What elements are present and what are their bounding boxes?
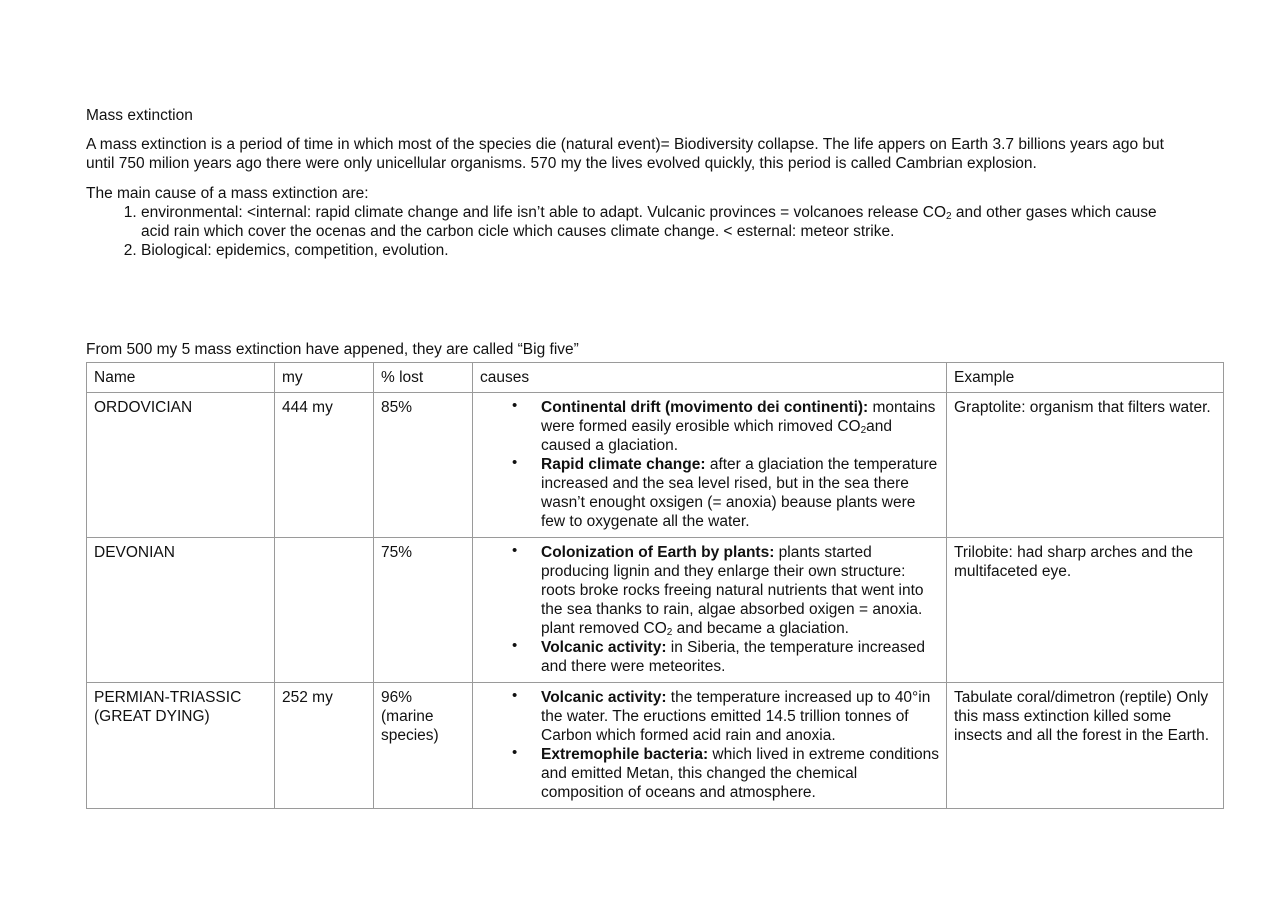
cell-causes	[473, 683, 947, 809]
table-caption: From 500 my 5 mass extinction have appened, they are called “Big five”	[86, 341, 579, 358]
cell-name: DEVONIAN	[87, 538, 275, 683]
cell-my	[275, 538, 374, 683]
cell-my: 444 my	[275, 393, 374, 538]
header-causes: causes	[473, 363, 947, 393]
cell-lost: 75%	[374, 538, 473, 683]
cell-name: ORDOVICIAN	[87, 393, 275, 538]
causes-list	[86, 203, 1171, 260]
big-five-table	[86, 362, 1224, 809]
table-header-row	[87, 363, 1224, 393]
table-row	[87, 393, 1224, 538]
list-item: • Volcanic activity: the temperature increased up to 40°in the water. The eructions emitted 14.5 trillion tonnes of Carbon which formed acid rain and anoxia.	[541, 688, 940, 745]
cause-environmental: 1. environmental: <internal: rapid climate change and life isn’t able to adapt. Vulcanic provinces = volcanoes release $CO_2$ and other gases which cause acid rain which cover the ocenas and the carbon cicle which causes climate change. < esternal: meteor strike.	[141, 203, 1171, 241]
causes-bullets	[480, 398, 940, 531]
cell-my: 252 my	[275, 683, 374, 809]
cell-causes	[473, 393, 947, 538]
intro-paragraph: A mass extinction is a period of time in which most of the species die (natural event)= Biodiversity collapse. The life appers on Earth 3.7 billions years ago but until 750 milion years ago there were only unicellular organisms. 570 my the lives evolved quickly, this period is called Cambrian explosion.	[86, 136, 1164, 172]
document-title: Mass extinction	[86, 107, 193, 124]
list-item: • Colonization of Earth by plants: plants started producing lignin and they enlarge their own structure: roots broke rocks freeing natural nutrients that went into the sea thanks to rain, algae absorbed oxigen = anoxia. plant removed $CO_2$ and became a glaciation.	[541, 543, 940, 638]
cell-example: Trilobite: had sharp arches and the multifaceted eye.	[947, 538, 1224, 683]
cell-example: Graptolite: organism that filters water.	[947, 393, 1224, 538]
cell-lost: 85%	[374, 393, 473, 538]
causes-bullets	[480, 543, 940, 676]
cell-name: PERMIAN-TRIASSIC (GREAT DYING)	[87, 683, 275, 809]
cell-causes	[473, 538, 947, 683]
causes-heading: The main cause of a mass extinction are:	[86, 185, 369, 202]
header-example: Example	[947, 363, 1224, 393]
header-name: Name	[87, 363, 275, 393]
list-item: • Extremophile bacteria: which lived in extreme conditions and emitted Metan, this changed the chemical composition of oceans and atmosphere.	[541, 745, 940, 802]
table-row	[87, 538, 1224, 683]
table-row	[87, 683, 1224, 809]
cause-biological: 2. Biological: epidemics, competition, evolution.	[141, 241, 1171, 260]
list-item: • Continental drift (movimento dei continenti): montains were formed easily erosible which rimoved $CO_2and$ caused a glaciation.	[541, 398, 940, 455]
header-my: my	[275, 363, 374, 393]
list-item: • Volcanic activity: in Siberia, the temperature increased and there were meteorites.	[541, 638, 940, 676]
document-page	[86, 106, 1226, 260]
header-lost: % lost	[374, 363, 473, 393]
cell-lost: 96% (marine species)	[374, 683, 473, 809]
list-item: • Rapid climate change: after a glaciation the temperature increased and the sea level rised, but in the sea there wasn’t enought oxsigen (= anoxia) beause plants were few to oxygenate all the water.	[541, 455, 940, 531]
causes-bullets	[480, 688, 940, 802]
cell-example: Tabulate coral/dimetron (reptile) Only this mass extinction killed some insects and all the forest in the Earth.	[947, 683, 1224, 809]
